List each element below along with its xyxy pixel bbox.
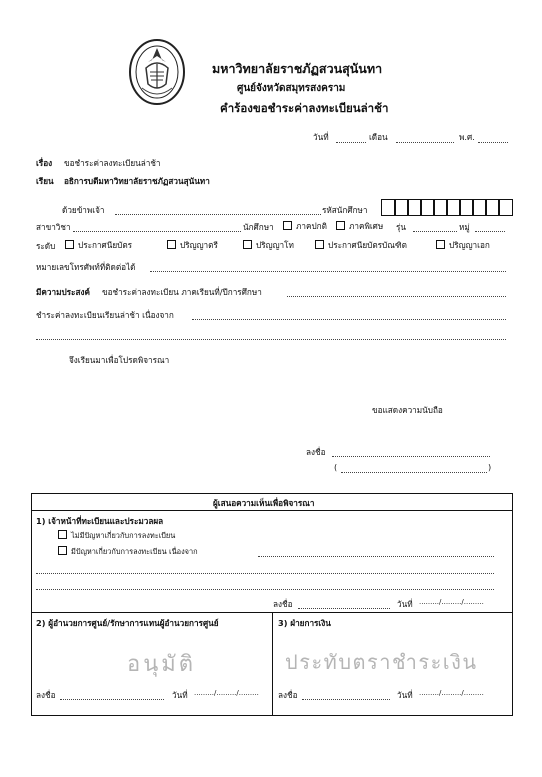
director-date-label: วันที่ — [172, 690, 188, 700]
date-month-field[interactable] — [396, 142, 454, 143]
level-doctoral-option[interactable] — [434, 239, 490, 252]
registrar-date-label: วันที่ — [397, 599, 413, 609]
regular-option[interactable] — [281, 220, 327, 233]
closing-text: จึงเรียนมาเพื่อโปรดพิจารณา — [69, 355, 170, 365]
payment-stamp: ประทับตราชำระเงิน — [285, 650, 478, 674]
level-certificate-checkbox[interactable] — [65, 240, 74, 249]
date-year-label: พ.ศ. — [459, 132, 475, 142]
registrar-sign-field[interactable] — [298, 608, 390, 609]
university-name: มหาวิทยาลัยราชภัฏสวนสุนันทา — [212, 61, 383, 76]
director-date-field[interactable]: ........./........./......... — [194, 689, 259, 697]
level-graddiploma-checkbox[interactable] — [315, 240, 324, 249]
level-graddiploma-option[interactable] — [313, 239, 407, 252]
no-problem-option[interactable] — [56, 530, 175, 542]
date-day-label: วันที่ — [313, 132, 329, 142]
director-section-title: 2) ผู้อำนวยการศูนย์/รักษาการแทนผู้อำนวยการศูนย์ — [36, 618, 219, 628]
problem-reason-field-3[interactable] — [36, 589, 494, 590]
group-label: หมู่ — [459, 222, 470, 232]
to-label: เรียน — [36, 176, 54, 186]
director-sign-label: ลงชื่อ — [36, 690, 56, 700]
paren-open: ( — [334, 462, 338, 472]
cohort-label: รุ่น — [396, 222, 406, 232]
registrar-sign-label: ลงชื่อ — [273, 599, 293, 609]
finance-sign-field[interactable] — [302, 699, 390, 700]
group-field[interactable] — [475, 231, 505, 232]
finance-sign-label: ลงชื่อ — [278, 690, 298, 700]
major-field[interactable] — [73, 231, 241, 232]
review-title: ผู้เสนอความเห็นเพื่อพิจารณา — [213, 498, 315, 508]
level-certificate-label: ประกาศนียบัตร — [78, 240, 133, 250]
level-certificate-option[interactable] — [63, 239, 132, 252]
phone-field[interactable] — [150, 271, 506, 272]
level-doctoral-label: ปริญญาเอก — [449, 240, 490, 250]
special-checkbox[interactable] — [336, 221, 345, 230]
applicant-printed-name-field[interactable] — [341, 472, 487, 473]
no-problem-label: ไม่มีปัญหาเกี่ยวกับการลงทะเบียน — [71, 531, 176, 540]
has-problem-option[interactable] — [56, 546, 198, 558]
no-problem-checkbox[interactable] — [58, 530, 67, 539]
registrar-date-field[interactable]: ........./........./......... — [419, 598, 484, 606]
special-option[interactable] — [334, 220, 383, 233]
level-label: ระดับ — [36, 241, 56, 251]
level-master-checkbox[interactable] — [243, 240, 252, 249]
review-title-divider — [31, 510, 513, 511]
phone-label: หมายเลขโทรศัพท์ที่ติดต่อได้ — [36, 262, 136, 272]
paren-close: ) — [488, 462, 492, 472]
level-master-option[interactable] — [241, 239, 294, 252]
form-title: คำร้องขอชำระค่าลงทะเบียนล่าช้า — [220, 101, 389, 115]
late-reason-field-2[interactable] — [36, 339, 506, 340]
student-id-label: รหัสนักศึกษา — [322, 205, 368, 215]
finance-date-label: วันที่ — [397, 690, 413, 700]
approved-stamp: อนุมัติ — [127, 652, 197, 677]
level-graddiploma-label: ประกาศนียบัตรบัณฑิต — [328, 240, 407, 250]
date-month-label: เดือน — [369, 132, 388, 142]
date-year-field[interactable] — [478, 142, 508, 143]
finance-date-field[interactable]: ........./........./......... — [419, 689, 484, 697]
to-text: อธิการบดีมหาวิทยาลัยราชภัฏสวนสุนันทา — [64, 176, 210, 186]
regular-checkbox[interactable] — [283, 221, 292, 230]
purpose-text: ขอชำระค่าลงทะเบียน ภาคเรียนที่/ปีการศึกษา — [102, 287, 262, 297]
regular-label: ภาคปกติ — [296, 221, 327, 231]
applicant-name-field[interactable] — [115, 214, 321, 215]
level-bachelor-option[interactable] — [165, 239, 218, 252]
center-name: ศูนย์จังหวัดสมุทรสงคราม — [237, 83, 346, 94]
problem-reason-field-1[interactable] — [258, 556, 494, 557]
level-bachelor-checkbox[interactable] — [167, 240, 176, 249]
major-label: สาขาวิชา — [36, 222, 71, 232]
subject-text: ขอชำระค่าลงทะเบียนล่าช้า — [64, 158, 161, 168]
late-reason-label: ชำระค่าลงทะเบียนเรียนล่าช้า เนื่องจาก — [36, 310, 174, 320]
date-day-field[interactable] — [336, 142, 366, 143]
has-problem-checkbox[interactable] — [58, 546, 67, 555]
has-problem-label: มีปัญหาเกี่ยวกับการลงทะเบียน เนื่องจาก — [71, 547, 198, 556]
review-vertical-divider — [272, 612, 273, 716]
cohort-field[interactable] — [413, 231, 457, 232]
special-label: ภาคพิเศษ — [349, 221, 384, 231]
semester-year-field[interactable] — [287, 296, 506, 297]
problem-reason-field-2[interactable] — [36, 573, 494, 574]
level-doctoral-checkbox[interactable] — [436, 240, 445, 249]
student-id-boxes[interactable] — [381, 199, 509, 216]
level-master-label: ปริญญาโท — [256, 240, 294, 250]
university-seal-logo — [128, 38, 186, 106]
level-bachelor-label: ปริญญาตรี — [180, 240, 218, 250]
purpose-label: มีความประสงค์ — [36, 287, 90, 297]
registrar-section-title: 1) เจ้าหน้าที่ทะเบียนและประมวลผล — [36, 516, 164, 526]
director-sign-field[interactable] — [60, 699, 164, 700]
finance-section-title: 3) ฝ่ายการเงิน — [278, 618, 331, 628]
applicant-name-label: ด้วยข้าพเจ้า — [62, 205, 105, 215]
subject-label: เรื่อง — [36, 158, 53, 168]
applicant-sign-field[interactable] — [332, 456, 490, 457]
late-reason-field-1[interactable] — [192, 319, 506, 320]
respect-text: ขอแสดงความนับถือ — [372, 405, 443, 415]
student-label: นักศึกษา — [243, 222, 274, 232]
applicant-sign-label: ลงชื่อ — [306, 447, 326, 457]
